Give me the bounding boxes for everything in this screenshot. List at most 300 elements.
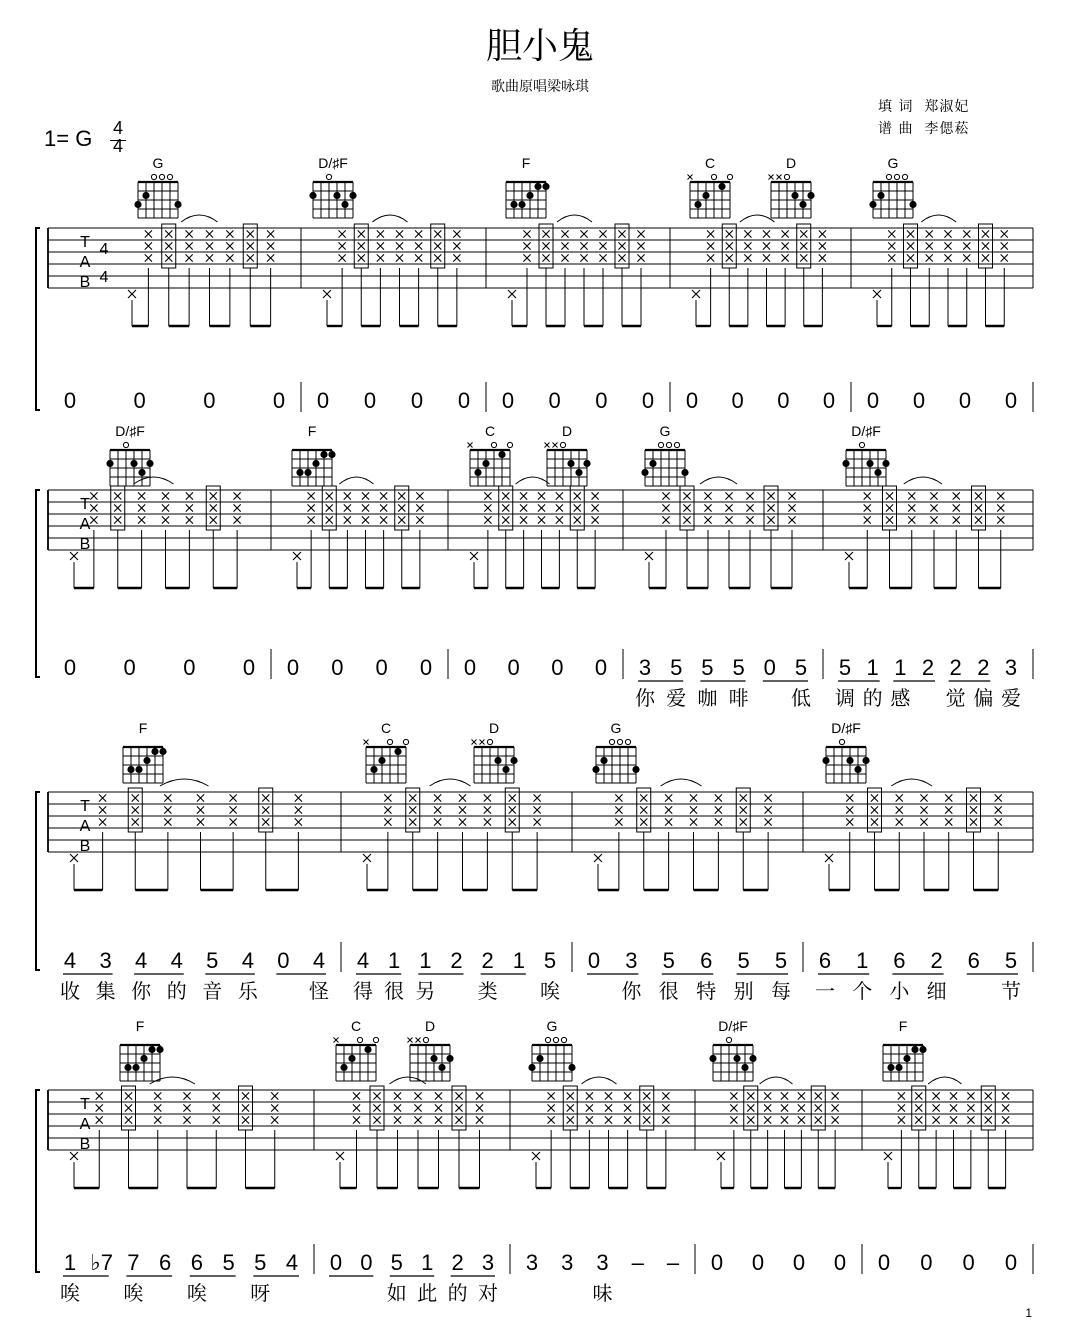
jianpu-note: 0	[958, 388, 972, 413]
tab-strum-note	[377, 242, 384, 249]
jianpu-note: 6	[190, 1250, 203, 1275]
tab-strum-note	[164, 806, 171, 813]
tab-strum-note	[186, 254, 193, 261]
jianpu-note: 0	[912, 388, 926, 413]
tab-strum-note	[926, 230, 933, 237]
chord-dot	[156, 1046, 163, 1053]
tab-strum-note	[605, 1104, 612, 1111]
jianpu-note: 4	[170, 948, 183, 973]
jianpu-note: 0	[507, 655, 520, 680]
tab-tie	[891, 779, 932, 786]
jianpu-note: 5	[732, 655, 745, 680]
chord-open-string	[159, 174, 164, 179]
tab-strum-note	[145, 230, 152, 237]
tab-strum-note	[963, 254, 970, 261]
tab-strum-note	[715, 818, 722, 825]
chord-dot	[874, 469, 881, 476]
jianpu-note: 0	[1004, 1250, 1018, 1275]
jianpu-note: 1	[421, 1250, 434, 1275]
chord-open-string	[674, 442, 679, 447]
tab-strum-note	[484, 794, 491, 801]
chord-dot	[567, 460, 574, 467]
tab-strum-note	[767, 516, 774, 523]
tab-strum-note	[398, 504, 405, 511]
tab-clef-letter: T	[80, 798, 90, 815]
chord-name-0-4: D	[785, 155, 797, 171]
tab-strum-note	[206, 254, 213, 261]
tab-strum-note	[271, 1104, 278, 1111]
tab-strum-note	[985, 1092, 992, 1099]
tab-strum-note	[99, 818, 106, 825]
chord-dot	[498, 451, 505, 458]
jianpu-note: 2	[930, 948, 943, 973]
tab-strum-note	[414, 1104, 421, 1111]
tab-strum-note	[765, 794, 772, 801]
tab-strum-note	[502, 492, 509, 499]
tab-strum-note	[1001, 242, 1008, 249]
tab-strum-note	[886, 504, 893, 511]
jianpu-note: 2	[921, 655, 935, 680]
lyric-char: 的	[862, 686, 883, 710]
chord-name-2-0: F	[138, 720, 148, 736]
chord-dot	[919, 1046, 926, 1053]
tab-strum-note	[125, 1104, 132, 1111]
tab-strum-note	[210, 492, 217, 499]
chord-dot	[364, 1046, 371, 1053]
tab-strum-note	[339, 230, 346, 237]
tab-strum-note	[96, 1092, 103, 1099]
tab-strum-note	[781, 1092, 788, 1099]
tab-strum-note	[125, 1092, 132, 1099]
tab-strum-note	[353, 1116, 360, 1123]
chord-open-string	[727, 174, 732, 179]
tab-strum-note	[534, 818, 541, 825]
tab-strum-note	[362, 492, 369, 499]
tab-strum-note	[744, 254, 751, 261]
tab-strum-note	[435, 1116, 442, 1123]
tab-strum-note	[586, 1116, 593, 1123]
chord-open-string	[625, 739, 630, 744]
tab-strum-note	[886, 492, 893, 499]
jianpu-note: 6	[818, 948, 832, 973]
tab-strum-note	[234, 504, 241, 511]
lyric-char: 爱	[1001, 686, 1021, 710]
jianpu-note: 0	[501, 388, 515, 413]
tab-bass-note	[692, 290, 700, 298]
chord-dot	[132, 1064, 139, 1071]
song-subtitle: 歌曲原唱梁咏琪	[491, 79, 589, 95]
tab-strum-note	[308, 492, 315, 499]
jianpu-note: 0	[363, 388, 377, 413]
jianpu-note: –	[666, 1250, 680, 1275]
jianpu-note: 5	[670, 655, 683, 680]
chord-dot	[446, 1055, 453, 1062]
tab-bass-note	[70, 1152, 78, 1160]
lyric-char: 味	[592, 1281, 613, 1305]
tab-strum-note	[683, 504, 690, 511]
jianpu-note: 3	[561, 1250, 574, 1275]
tab-strum-note	[455, 1116, 462, 1123]
chord-diagram-3-3	[528, 1018, 575, 1081]
jianpu-note: 1	[866, 655, 879, 680]
tab-strum-note	[715, 806, 722, 813]
chord-name-2-3: G	[610, 720, 622, 736]
chord-muted-string	[769, 175, 774, 180]
tab-strum-note	[358, 230, 365, 237]
tab-strum-note	[819, 254, 826, 261]
jianpu-note: 3	[525, 1250, 539, 1275]
tab-bass-note	[470, 552, 478, 560]
tab-strum-note	[907, 230, 914, 237]
tab-strum-note	[871, 806, 878, 813]
tab-tie	[928, 1077, 961, 1084]
tab-strum-note	[815, 1116, 822, 1123]
tab-strum-note	[746, 516, 753, 523]
tab-strum-note	[1002, 1104, 1009, 1111]
tab-strum-note	[707, 230, 714, 237]
jianpu-note: 0	[286, 655, 300, 680]
jianpu-note: 0	[123, 655, 136, 680]
tab-strum-note	[782, 254, 789, 261]
tab-tie	[181, 215, 217, 222]
chord-dot	[632, 766, 639, 773]
jianpu-note: 0	[685, 388, 699, 413]
tab-strum-note	[353, 1104, 360, 1111]
key-signature: 1= G	[44, 126, 93, 151]
tab-strum-note	[832, 1116, 839, 1123]
tab-strum-note	[908, 492, 915, 499]
tab-strum-note	[132, 806, 139, 813]
tab-strum-note	[165, 230, 172, 237]
tab-strum-note	[740, 794, 747, 801]
jianpu-note: 0	[457, 388, 471, 413]
tab-bass-note	[884, 1152, 892, 1160]
jianpu-note: 0	[375, 655, 388, 680]
tab-strum-note	[846, 806, 853, 813]
jianpu-note: 2	[977, 655, 990, 680]
tab-strum-note	[453, 230, 460, 237]
chord-dot	[866, 460, 873, 467]
tab-tie	[516, 477, 550, 484]
tab-strum-note	[982, 230, 989, 237]
chord-dot	[542, 183, 549, 190]
chord-open-string	[545, 1037, 550, 1042]
tab-bass-note	[645, 552, 653, 560]
tab-strum-note	[815, 1092, 822, 1099]
tab-strum-note	[592, 516, 599, 523]
tab-clef-letter: A	[79, 516, 91, 533]
lyric-char: 低	[791, 686, 811, 710]
lyric-char: 你	[131, 979, 152, 1003]
chord-dot	[312, 460, 319, 467]
chord-diagram-2-0	[123, 720, 167, 783]
chord-diagram-0-0	[134, 155, 181, 218]
tab-strum-note	[542, 242, 549, 249]
tab-strum-note	[186, 504, 193, 511]
tab-strum-note	[162, 504, 169, 511]
tab-strum-note	[567, 1104, 574, 1111]
jianpu-note: 5	[794, 655, 808, 680]
tab-strum-note	[997, 504, 1004, 511]
chord-dot	[702, 192, 709, 199]
tab-strum-note	[624, 1116, 631, 1123]
tab-clef-letter: A	[79, 818, 91, 835]
tab-strum-note	[997, 516, 1004, 523]
tab-strum-note	[945, 806, 952, 813]
tab-strum-note	[599, 230, 606, 237]
chord-name-1-1: F	[307, 423, 317, 439]
chord-diagram-0-1	[309, 155, 356, 218]
jianpu-note: 3	[596, 1250, 609, 1275]
tab-strum-note	[373, 1104, 380, 1111]
tab-strum-note	[1001, 230, 1008, 237]
tab-strum-note	[523, 254, 530, 261]
tab-strum-note	[730, 1092, 737, 1099]
chord-dot	[333, 192, 340, 199]
tab-strum-note	[145, 254, 152, 261]
jianpu-note: 0	[587, 948, 601, 973]
chord-dot	[583, 460, 590, 467]
tab-strum-note	[967, 1104, 974, 1111]
tab-strum-note	[396, 230, 403, 237]
tab-strum-note	[907, 242, 914, 249]
tab-strum-note	[767, 492, 774, 499]
jianpu-note: 4	[356, 948, 370, 973]
chord-diagram-0-3	[688, 155, 733, 218]
chord-dot	[138, 469, 145, 476]
lyric-char: 你	[621, 979, 642, 1003]
tab-time-sig-bottom: 4	[99, 269, 109, 286]
tab-strum-note	[262, 806, 269, 813]
lyricist-name: 郑淑妃	[924, 99, 970, 115]
chord-dot	[510, 757, 517, 764]
tab-strum-note	[888, 242, 895, 249]
chord-name-1-2: C	[484, 423, 496, 439]
tab-strum-note	[183, 1104, 190, 1111]
chord-open-string	[553, 1037, 558, 1042]
tab-strum-note	[373, 1092, 380, 1099]
chord-diagram-1-1	[292, 423, 336, 486]
tab-strum-note	[455, 1092, 462, 1099]
tab-strum-note	[618, 230, 625, 237]
tab-strum-note	[782, 242, 789, 249]
tab-strum-note	[997, 492, 1004, 499]
tab-strum-note	[435, 1092, 442, 1099]
tab-strum-note	[434, 806, 441, 813]
chord-diagram-0-5	[869, 155, 916, 218]
chord-open-string	[894, 174, 899, 179]
lyric-char: 呀	[250, 1281, 271, 1305]
jianpu-note: 0	[962, 1250, 975, 1275]
tab-strum-note	[953, 516, 960, 523]
tab-strum-note	[326, 504, 333, 511]
tab-strum-note	[271, 1092, 278, 1099]
lyric-char: 你	[635, 686, 655, 710]
chord-name-3-2: D	[424, 1018, 436, 1034]
jianpu-note: 0	[792, 1250, 806, 1275]
chord-diagram-2-2	[472, 720, 518, 783]
tab-strum-note	[434, 254, 441, 261]
tab-strum-note	[788, 504, 795, 511]
tab-tie	[134, 477, 174, 484]
jianpu-note: 0	[877, 1250, 891, 1275]
chord-dot	[134, 201, 141, 208]
tab-strum-note	[908, 504, 915, 511]
tab-bass-note	[323, 290, 331, 298]
tab-strum-note	[888, 254, 895, 261]
tab-strum-note	[414, 1116, 421, 1123]
jianpu-note: 0	[63, 655, 77, 680]
tab-strum-note	[186, 492, 193, 499]
jianpu-note: 0	[641, 388, 655, 413]
chord-dot	[438, 1064, 445, 1071]
tab-strum-note	[945, 818, 952, 825]
tab-strum-note	[183, 1116, 190, 1123]
jianpu-note: 5	[701, 655, 714, 680]
jianpu-note: 0	[595, 388, 608, 413]
tab-strum-note	[267, 242, 274, 249]
lyricist-label: 填 词	[878, 99, 914, 115]
jianpu-note: 0	[463, 655, 477, 680]
tab-strum-note	[520, 516, 527, 523]
chord-dot	[124, 1064, 131, 1071]
song-title: 胆小鬼	[485, 26, 594, 67]
tab-strum-note	[888, 230, 895, 237]
chord-dot	[741, 1064, 748, 1071]
tab-strum-note	[975, 492, 982, 499]
tab-strum-note	[353, 1092, 360, 1099]
tab-strum-note	[416, 516, 423, 523]
chord-dot	[911, 1046, 918, 1053]
tab-strum-note	[704, 492, 711, 499]
chord-name-0-5: G	[887, 155, 899, 171]
tab-bass-note	[873, 290, 881, 298]
tab-strum-note	[744, 242, 751, 249]
tab-strum-note	[800, 230, 807, 237]
tab-strum-note	[542, 230, 549, 237]
tab-strum-note	[339, 242, 346, 249]
tab-strum-note	[725, 504, 732, 511]
tab-strum-note	[242, 1104, 249, 1111]
tab-strum-note	[509, 794, 516, 801]
tab-strum-note	[165, 242, 172, 249]
tab-strum-note	[864, 516, 871, 523]
jianpu-note: 0	[777, 388, 790, 413]
tab-strum-note	[995, 806, 1002, 813]
tab-bass-note	[70, 552, 78, 560]
chord-muted-string	[480, 740, 485, 745]
tab-strum-note	[556, 492, 563, 499]
chord-dot	[143, 757, 150, 764]
tab-strum-note	[908, 516, 915, 523]
tab-tie	[557, 215, 592, 222]
tab-strum-note	[871, 794, 878, 801]
lyric-char: 唉	[540, 979, 560, 1003]
tab-strum-note	[210, 516, 217, 523]
tab-strum-note	[114, 516, 121, 523]
tab-strum-note	[538, 516, 545, 523]
chord-muted-string	[777, 175, 782, 180]
tab-strum-note	[534, 806, 541, 813]
tab-strum-note	[726, 254, 733, 261]
tab-strum-note	[267, 230, 274, 237]
jianpu-note: 0	[763, 655, 776, 680]
tab-strum-note	[415, 254, 422, 261]
chord-open-string	[886, 174, 891, 179]
tab-strum-note	[1001, 254, 1008, 261]
tab-strum-note	[599, 242, 606, 249]
tab-strum-note	[459, 806, 466, 813]
jianpu-note: 0	[751, 1250, 765, 1275]
system-bracket	[36, 490, 40, 677]
tab-strum-note	[963, 242, 970, 249]
chord-diagram-2-1	[364, 720, 409, 783]
tab-strum-note	[640, 818, 647, 825]
jianpu-note: 0	[277, 948, 290, 973]
lyric-char: 类	[477, 979, 498, 1003]
tab-strum-note	[556, 516, 563, 523]
chord-open-string	[507, 442, 512, 447]
chord-name-1-5: D/♯F	[851, 423, 881, 439]
jianpu-note: 0	[272, 388, 286, 413]
tab-strum-note	[953, 492, 960, 499]
tab-strum-note	[764, 1116, 771, 1123]
tab-strum-note	[798, 1116, 805, 1123]
tab-strum-note	[662, 516, 669, 523]
chord-dot	[320, 451, 327, 458]
tab-strum-note	[982, 242, 989, 249]
chord-open-string	[617, 739, 622, 744]
tab-strum-note	[1002, 1116, 1009, 1123]
tab-strum-note	[963, 230, 970, 237]
tab-strum-note	[414, 1092, 421, 1099]
tab-strum-note	[782, 230, 789, 237]
tab-strum-note	[90, 492, 97, 499]
jianpu-note: 0	[551, 655, 564, 680]
tab-strum-note	[864, 504, 871, 511]
chord-dot	[882, 460, 889, 467]
tab-strum-note	[898, 1092, 905, 1099]
tab-strum-note	[662, 1104, 669, 1111]
tab-strum-note	[295, 818, 302, 825]
chord-muted-string	[553, 443, 558, 448]
jianpu-note: 5	[838, 655, 852, 680]
tab-strum-note	[435, 1104, 442, 1111]
tab-strum-note	[662, 1116, 669, 1123]
jianpu-note: 1	[512, 948, 525, 973]
tab-strum-note	[574, 504, 581, 511]
tab-strum-note	[605, 1092, 612, 1099]
tab-strum-note	[944, 242, 951, 249]
chord-muted-string	[364, 740, 369, 745]
tab-strum-note	[453, 254, 460, 261]
tab-strum-note	[683, 492, 690, 499]
jianpu-note: 1	[388, 948, 401, 973]
jianpu-note: 1	[419, 948, 432, 973]
tab-strum-note	[763, 242, 770, 249]
tab-strum-note	[898, 1116, 905, 1123]
tab-strum-note	[96, 1116, 103, 1123]
tab-strum-note	[580, 242, 587, 249]
tab-strum-note	[197, 794, 204, 801]
tab-bass-note	[70, 854, 78, 862]
lyric-char: 啡	[728, 686, 749, 710]
tab-strum-note	[548, 1116, 555, 1123]
tab-strum-note	[415, 242, 422, 249]
chord-diagram-1-2	[468, 423, 513, 486]
tab-strum-note	[788, 492, 795, 499]
jianpu-note: 6	[967, 948, 980, 973]
